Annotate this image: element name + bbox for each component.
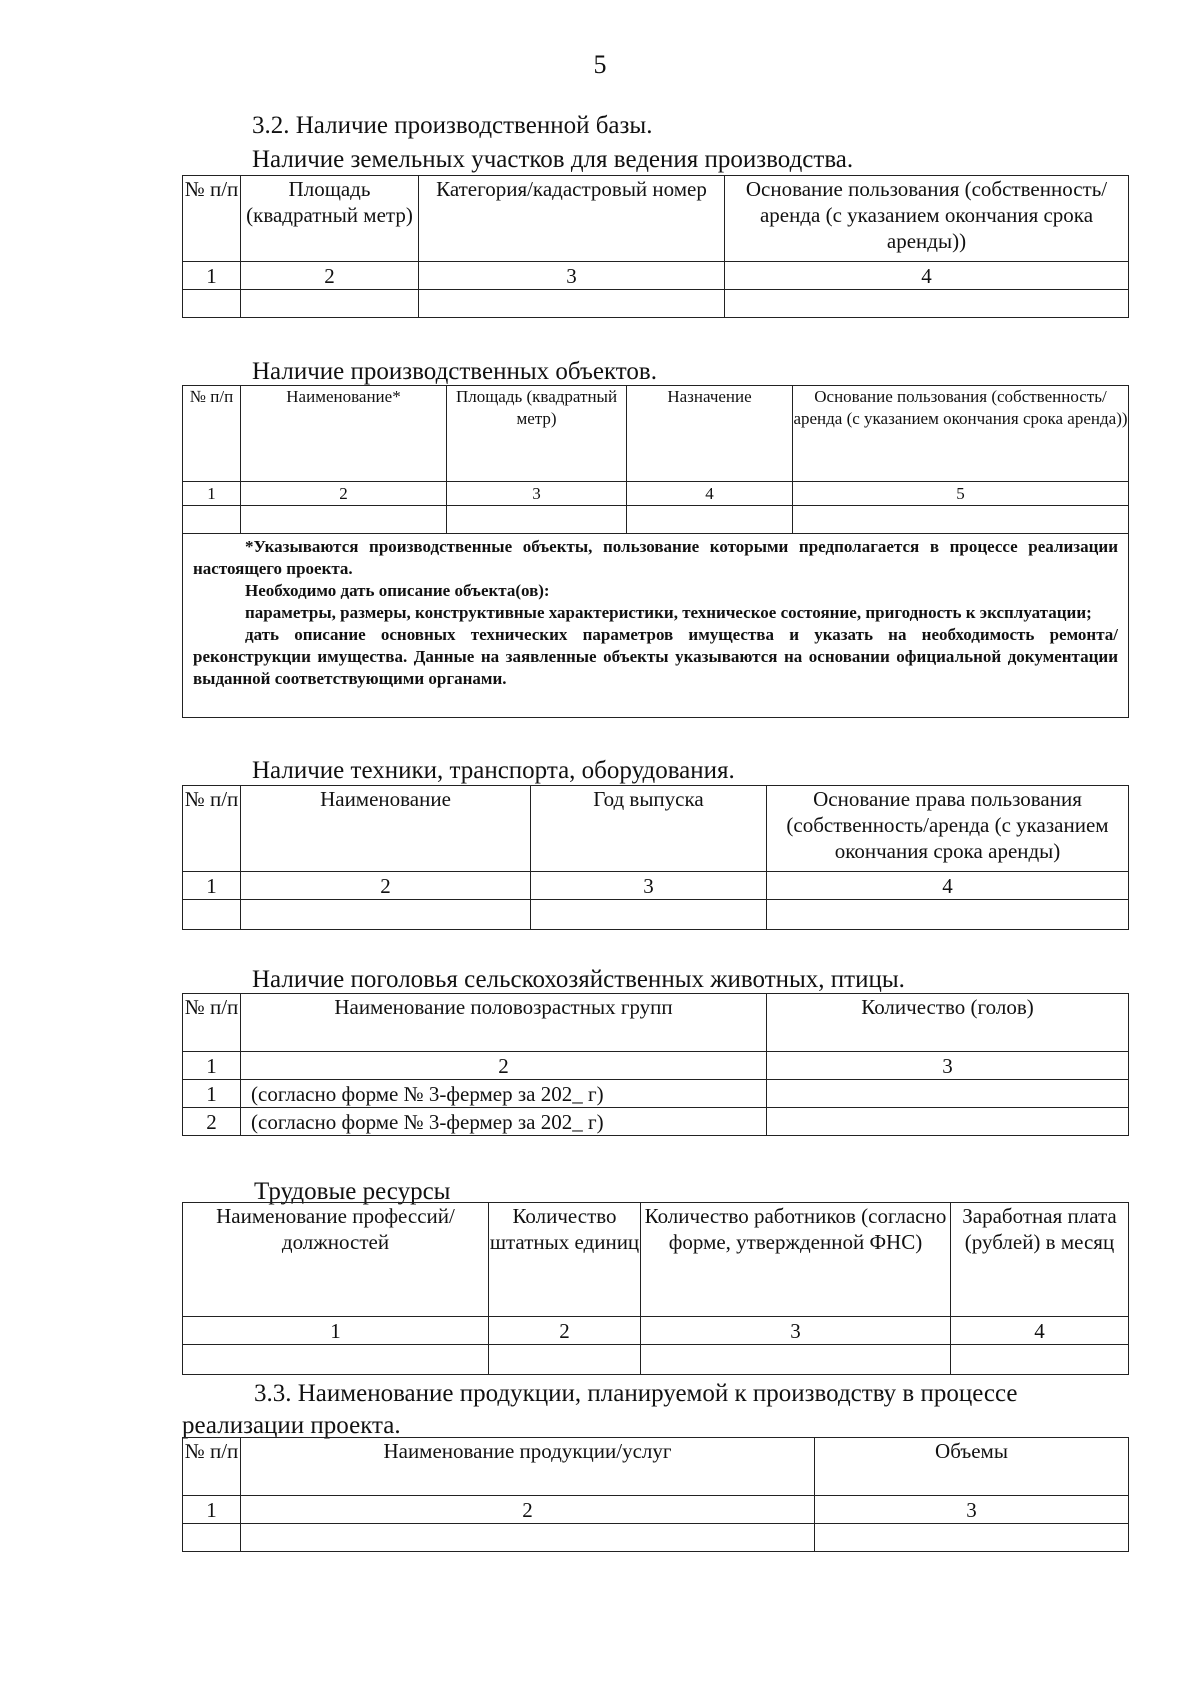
header-basis: Основание права пользования (собственность/аренда (с указанием окончания срока аренды) <box>767 786 1129 872</box>
section-3-3-title: 3.3. Наименование продукции, планируемой к производству в процессе <box>254 1380 1018 1407</box>
column-number: 2 <box>241 482 447 506</box>
land-table-title: Наличие земельных участков для ведения производства. <box>252 146 854 173</box>
column-number: 1 <box>183 482 241 506</box>
equipment-table-title: Наличие техники, транспорта, оборудования. <box>252 757 735 784</box>
header-basis: Основание пользования (собственность/аренда (с указанием окончания срока аренда)) <box>793 386 1129 482</box>
empty-cell <box>183 1524 241 1552</box>
column-number: 3 <box>641 1317 951 1345</box>
equipment-table <box>182 785 1129 930</box>
header-product: Наименование продукции/услуг <box>241 1438 815 1496</box>
empty-cell <box>767 900 1129 930</box>
livestock-row-text: (согласно форме № 3-фермер за 202_ г) <box>241 1080 767 1108</box>
empty-cell <box>641 1345 951 1375</box>
column-number: 3 <box>767 1052 1129 1080</box>
empty-cell <box>767 1080 1129 1108</box>
livestock-table-title: Наличие поголовья сельскохозяйственных животных, птицы. <box>252 966 905 993</box>
column-number: 4 <box>767 872 1129 900</box>
header-number: № п/п <box>183 386 241 482</box>
header-area: Площадь (квадратный метр) <box>241 176 419 262</box>
column-number: 2 <box>489 1317 641 1345</box>
column-number: 1 <box>183 1317 489 1345</box>
empty-cell <box>241 900 531 930</box>
empty-cell <box>241 1524 815 1552</box>
column-number: 4 <box>725 262 1129 290</box>
empty-cell <box>793 506 1129 534</box>
empty-cell <box>183 506 241 534</box>
livestock-row-text: (согласно форме № 3-фермер за 202_ г) <box>241 1108 767 1136</box>
empty-cell <box>183 1345 489 1375</box>
footnote-paragraph: Необходимо дать описание объекта(ов): <box>245 581 550 600</box>
empty-cell <box>489 1345 641 1375</box>
column-number: 1 <box>183 1052 241 1080</box>
column-number: 4 <box>627 482 793 506</box>
footnote-paragraph: *Указываются производственные объекты, пользование которыми предполагается в процессе реализации настоящего проекта. <box>193 537 1118 578</box>
section-3-3-title-cont: реализации проекта. <box>182 1412 401 1439</box>
column-number: 5 <box>793 482 1129 506</box>
empty-cell <box>951 1345 1129 1375</box>
header-number: № п/п <box>183 176 241 262</box>
column-number: 2 <box>241 1496 815 1524</box>
header-basis: Основание пользования (собственность/аренда (с указанием окончания срока аренды)) <box>725 176 1129 262</box>
column-number: 2 <box>241 262 419 290</box>
header-name: Наименование* <box>241 386 447 482</box>
column-number: 2 <box>241 872 531 900</box>
empty-cell <box>767 1108 1129 1136</box>
column-number: 3 <box>531 872 767 900</box>
empty-cell <box>815 1524 1129 1552</box>
column-number: 1 <box>183 262 241 290</box>
objects-footnote <box>183 534 1129 718</box>
row-number: 1 <box>183 1080 241 1108</box>
livestock-table <box>182 993 1129 1136</box>
page-number: 5 <box>593 50 607 79</box>
header-number: № п/п <box>183 1438 241 1496</box>
header-purpose: Назначение <box>627 386 793 482</box>
header-volume: Объемы <box>815 1438 1129 1496</box>
empty-cell <box>241 290 419 318</box>
empty-cell <box>447 506 627 534</box>
header-salary: Заработная плата (рублей) в месяц <box>951 1203 1129 1317</box>
column-number: 3 <box>447 482 627 506</box>
column-number: 1 <box>183 872 241 900</box>
column-number: 3 <box>419 262 725 290</box>
empty-cell <box>241 506 447 534</box>
empty-cell <box>183 290 241 318</box>
empty-cell <box>183 900 241 930</box>
objects-table-title: Наличие производственных объектов. <box>252 358 657 385</box>
header-year: Год выпуска <box>531 786 767 872</box>
empty-cell <box>725 290 1129 318</box>
objects-table <box>182 385 1129 718</box>
footnote-paragraph: параметры, размеры, конструктивные характеристики, техническое состояние, пригодность к эксплуатации; <box>245 603 1092 622</box>
column-number: 4 <box>951 1317 1129 1345</box>
empty-cell <box>531 900 767 930</box>
header-profession: Наименование профессий/должностей <box>183 1203 489 1317</box>
header-count: Количество (голов) <box>767 994 1129 1052</box>
empty-cell <box>627 506 793 534</box>
products-table <box>182 1437 1129 1552</box>
row-number: 2 <box>183 1108 241 1136</box>
column-number: 3 <box>815 1496 1129 1524</box>
header-group: Наименование половозрастных групп <box>241 994 767 1052</box>
header-number: № п/п <box>183 786 241 872</box>
header-staff-units: Количество штатных единиц <box>489 1203 641 1317</box>
column-number: 2 <box>241 1052 767 1080</box>
header-number: № п/п <box>183 994 241 1052</box>
header-category: Категория/кадастровый номер <box>419 176 725 262</box>
section-3-2-title: 3.2. Наличие производственной базы. <box>252 112 653 139</box>
header-name: Наименование <box>241 786 531 872</box>
land-table <box>182 175 1129 318</box>
header-workers: Количество работников (согласно форме, утвержденной ФНС) <box>641 1203 951 1317</box>
empty-cell <box>419 290 725 318</box>
header-area: Площадь (квадратный метр) <box>447 386 627 482</box>
footnote-paragraph: дать описание основных технических параметров имущества и указать на необходимость ремонта/реконструкции имущества. Данные на заявленные объекты указываются на основании официальной документации выданной соответствующими органами. <box>193 625 1118 688</box>
labor-table-title: Трудовые ресурсы <box>254 1178 451 1205</box>
labor-table <box>182 1202 1129 1375</box>
column-number: 1 <box>183 1496 241 1524</box>
